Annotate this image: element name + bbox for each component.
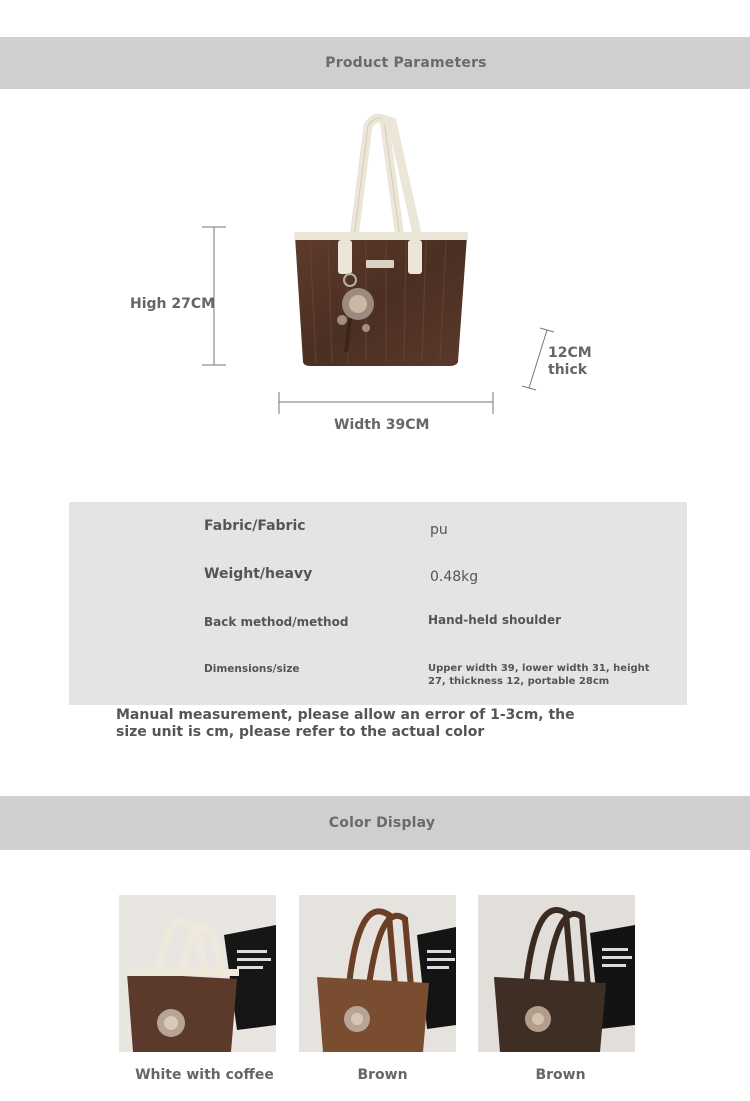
spec-key-fabric: Fabric/Fabric [204, 518, 306, 534]
color-label-brown: Brown [357, 1067, 408, 1083]
spec-value-back-method: Hand-held shoulder [428, 613, 562, 627]
width-label: Width 39CM [334, 417, 430, 433]
section-title: Color Display [328, 815, 436, 831]
width-indicator [277, 390, 497, 416]
swatch-image [119, 895, 276, 1052]
swatch-image [478, 895, 635, 1052]
thickness-value: 12CM [548, 345, 592, 361]
color-label-brown: Brown [535, 1067, 586, 1083]
section-title: Product Parameters [325, 55, 487, 71]
spec-key-dimensions: Dimensions/size [204, 663, 300, 675]
color-label-white-coffee: White with coffee [135, 1067, 274, 1083]
thickness-label [548, 345, 592, 379]
product-image [280, 112, 480, 368]
spec-value-dimensions: Upper width 39, lower width 31, height 27, thickness 12, portable 28cm [428, 663, 650, 687]
section-header-parameters [0, 37, 750, 89]
height-label: High 27CM [130, 296, 216, 312]
color-swatch-white-coffee[interactable] [119, 895, 276, 1052]
measurement-note: Manual measurement, please allow an error of 1-3cm, the size unit is cm, please refer to the actual color [116, 707, 575, 740]
spec-key-back-method: Back method/method [204, 615, 349, 629]
color-swatch-dark-brown[interactable] [478, 895, 635, 1052]
swatch-image [299, 895, 456, 1052]
color-swatch-brown[interactable] [299, 895, 456, 1052]
specs-table [69, 502, 687, 705]
spec-key-weight: Weight/heavy [204, 566, 313, 582]
section-header-colors [0, 796, 750, 850]
thickness-word: thick [548, 362, 588, 378]
spec-value-weight: 0.48kg [430, 569, 479, 585]
spec-value-fabric: pu [430, 522, 448, 538]
